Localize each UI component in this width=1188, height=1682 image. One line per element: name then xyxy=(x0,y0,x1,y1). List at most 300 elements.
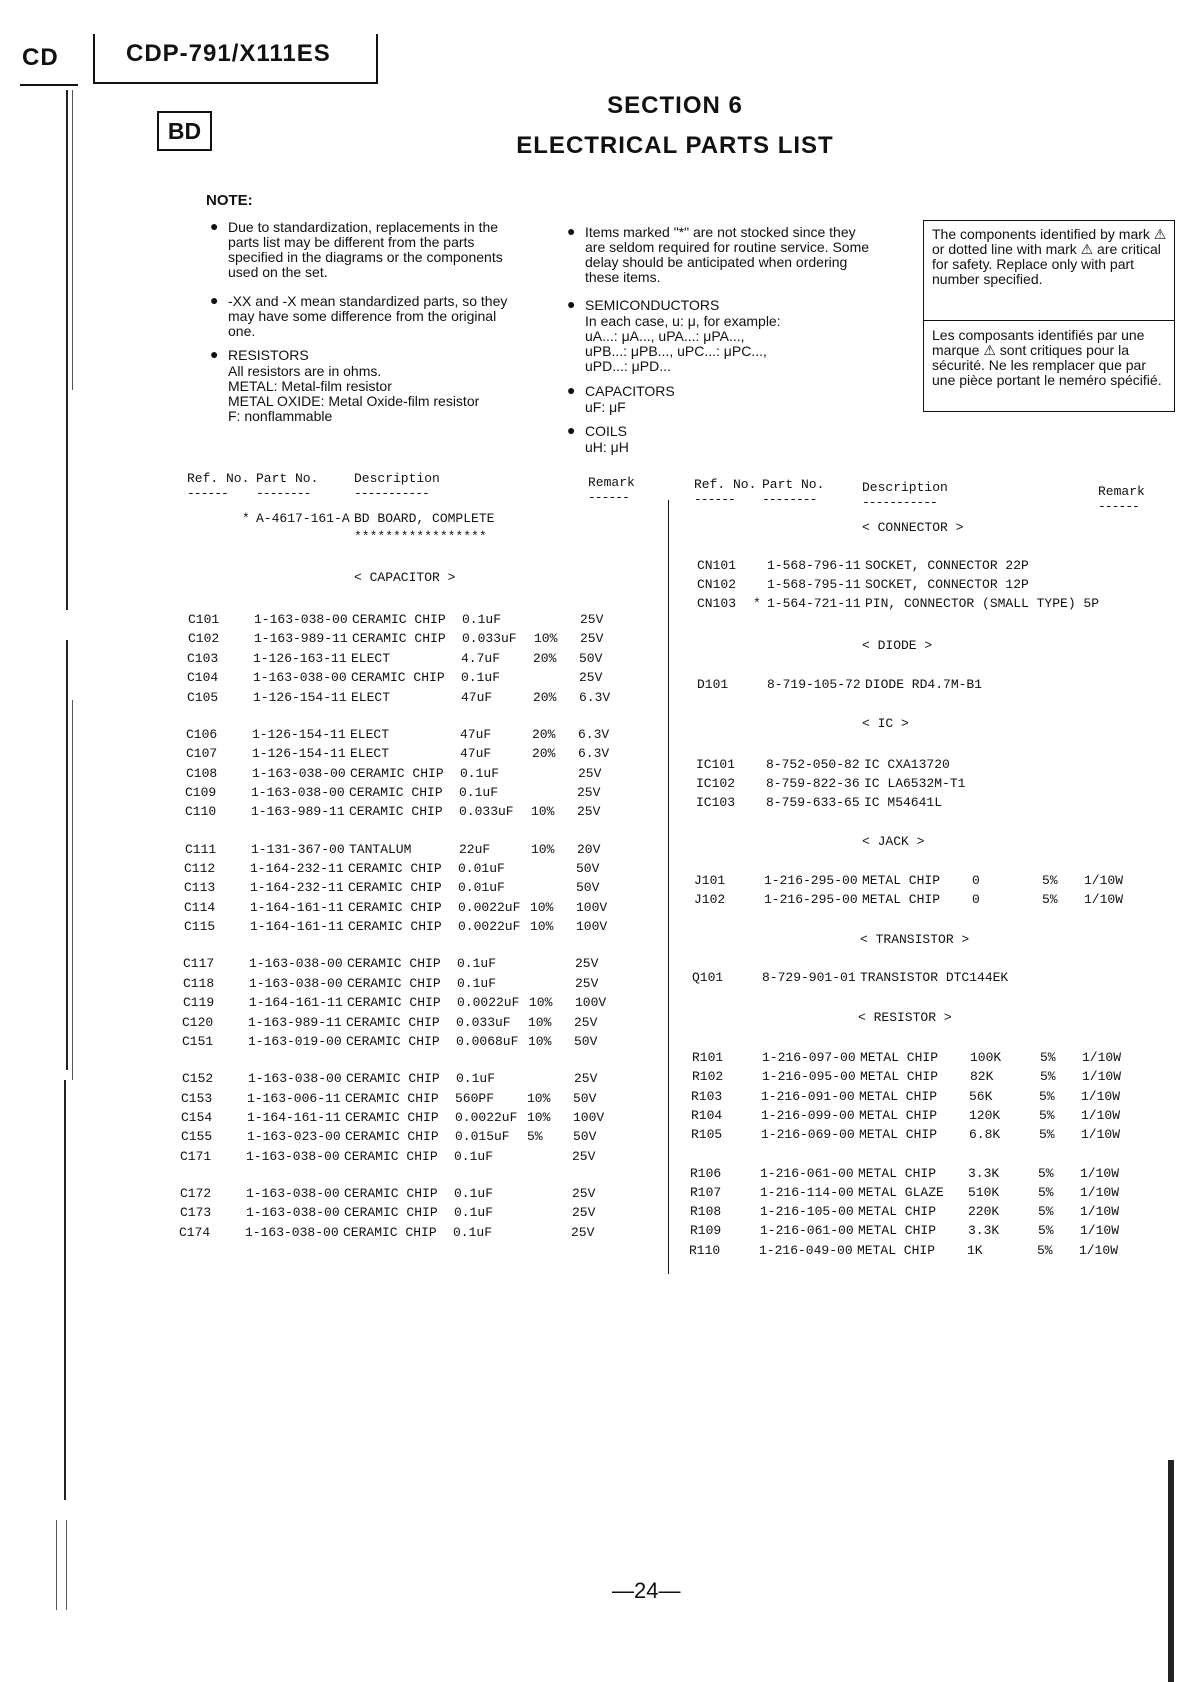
cell-rating: 1/10W xyxy=(1084,873,1124,888)
parts-row xyxy=(184,919,704,937)
cell-val: 3.3K xyxy=(968,1166,1000,1181)
cell-part: 1-216-091-00 xyxy=(761,1089,855,1104)
cell-ref: R101 xyxy=(692,1050,724,1065)
transistor-section-title: < TRANSISTOR > xyxy=(860,932,970,947)
note-semi-line: uPD...: μPD... xyxy=(585,358,671,374)
cell-ref: R107 xyxy=(690,1185,722,1200)
cell-desc: CERAMIC CHIP xyxy=(348,900,442,915)
cell-ref: R109 xyxy=(690,1223,722,1238)
cell-desc: METAL CHIP xyxy=(859,1108,938,1123)
cell-desc: CERAMIC CHIP xyxy=(343,1225,437,1240)
parts-row xyxy=(186,746,706,764)
cell-val: 0.1uF xyxy=(456,1071,496,1086)
cell-mark: * xyxy=(753,596,761,611)
cell-ref: R102 xyxy=(692,1069,724,1084)
cell-desc: CERAMIC CHIP xyxy=(352,612,446,627)
cell-ref: C113 xyxy=(184,880,216,895)
cell-ref: R103 xyxy=(691,1089,723,1104)
cell-val: 0.033uF xyxy=(459,804,514,819)
cell-tol: 20% xyxy=(533,651,557,666)
cell-tol: 20% xyxy=(532,746,556,761)
note-semi-line: In each case, u: μ, for example: xyxy=(585,313,781,329)
not-stocked-mark: * xyxy=(242,511,250,526)
cell-tol: 10% xyxy=(530,900,554,915)
cell-part: 1-126-154-11 xyxy=(252,746,346,761)
cell-val: 0.01uF xyxy=(458,880,505,895)
bullet: ● xyxy=(210,346,219,362)
cell-tol: 20% xyxy=(532,727,556,742)
cell-ref: R108 xyxy=(690,1204,722,1219)
cell-val: 0.0022uF xyxy=(455,1110,518,1125)
note-resistor-line: F: nonflammable xyxy=(228,408,333,424)
cell-part: 1-164-232-11 xyxy=(250,880,344,895)
cell-part: 1-216-295-00 xyxy=(764,873,858,888)
cell-desc: IC M54641L xyxy=(864,795,943,810)
cell-val: 82K xyxy=(970,1069,994,1084)
cell-part: 1-126-154-11 xyxy=(253,690,347,705)
cell-tol: 5% xyxy=(1037,1243,1053,1258)
safety-notice-divider xyxy=(923,320,1175,321)
safety-notice-english: The components identified by mark ⚠ or dotted line with mark ⚠ are critical for safety. Replace only with part number specified. xyxy=(932,226,1167,287)
parts-row xyxy=(180,1149,700,1167)
cell-rating: 25V xyxy=(574,1015,598,1030)
cell-tol: 10% xyxy=(534,631,558,646)
cell-ref: R105 xyxy=(691,1127,723,1142)
cell-desc: DIODE RD4.7M-B1 xyxy=(865,677,983,692)
parts-row xyxy=(187,690,707,708)
parts-row xyxy=(690,1185,1188,1203)
parts-row xyxy=(690,1223,1188,1241)
parts-row xyxy=(179,1225,699,1243)
cell-desc: CERAMIC CHIP xyxy=(352,631,446,646)
cell-desc: METAL CHIP xyxy=(859,1089,938,1104)
cell-ref: IC101 xyxy=(696,757,736,772)
cell-part: 1-216-061-00 xyxy=(760,1223,854,1238)
header-remark: Remark xyxy=(1098,484,1145,499)
header-underline: -------- xyxy=(762,492,817,507)
parts-row xyxy=(690,1166,1188,1184)
board-underline-stars: ***************** xyxy=(354,529,487,544)
cell-rating: 50V xyxy=(576,880,600,895)
bullet: ● xyxy=(210,218,219,234)
note-semiconductors-heading: SEMICONDUCTORS xyxy=(585,297,720,313)
cell-tol: 5% xyxy=(1038,1166,1054,1181)
cell-val: 47uF xyxy=(461,690,493,705)
cell-tol: 10% xyxy=(527,1091,551,1106)
bullet: ● xyxy=(210,292,219,308)
cell-rating: 6.3V xyxy=(578,727,610,742)
cell-desc: ELECT xyxy=(351,651,391,666)
cell-ref: R104 xyxy=(691,1108,723,1123)
note-capacitors-heading: CAPACITORS xyxy=(585,383,675,399)
parts-row xyxy=(696,776,1188,794)
cell-val: 0.1uF xyxy=(457,956,497,971)
cell-val: 0.033uF xyxy=(462,631,517,646)
parts-row xyxy=(184,900,704,918)
header-underline: ------ xyxy=(187,486,228,501)
cell-part: 1-163-038-00 xyxy=(253,670,347,685)
cell-tol: 20% xyxy=(533,690,557,705)
cell-rating: 1/10W xyxy=(1080,1223,1120,1238)
cell-rating: 25V xyxy=(572,1186,596,1201)
cell-part: 8-759-633-65 xyxy=(766,795,860,810)
cell-rating: 25V xyxy=(572,1149,596,1164)
parts-row xyxy=(188,612,708,630)
cell-ref: CN103 xyxy=(697,596,737,611)
cell-val: 0.1uF xyxy=(453,1225,493,1240)
cell-rating: 25V xyxy=(579,670,603,685)
parts-row xyxy=(180,1205,700,1223)
cell-rating: 25V xyxy=(575,956,599,971)
cell-part: 1-126-154-11 xyxy=(252,727,346,742)
cell-rating: 50V xyxy=(576,861,600,876)
cell-desc: METAL CHIP xyxy=(858,1204,937,1219)
cell-rating: 100V xyxy=(576,900,608,915)
cell-val: 0.0022uF xyxy=(458,900,521,915)
cell-desc: TRANSISTOR DTC144EK xyxy=(860,970,1009,985)
cell-ref: C153 xyxy=(181,1091,213,1106)
cell-val: 4.7uF xyxy=(461,651,501,666)
cell-rating: 100V xyxy=(573,1110,605,1125)
cell-tol: 10% xyxy=(528,1034,552,1049)
jack-section-title: < JACK > xyxy=(862,834,925,849)
cell-desc: CERAMIC CHIP xyxy=(345,1110,439,1125)
cell-ref: C115 xyxy=(184,919,216,934)
cell-desc: TANTALUM xyxy=(349,842,412,857)
cell-part: 1-164-232-11 xyxy=(250,861,344,876)
cell-desc: CERAMIC CHIP xyxy=(345,1129,439,1144)
parts-row xyxy=(689,1243,1188,1261)
capacitor-section-title: < CAPACITOR > xyxy=(354,570,456,585)
cell-rating: 1/10W xyxy=(1080,1166,1120,1181)
cell-val: 47uF xyxy=(460,727,492,742)
cell-tol: 5% xyxy=(527,1129,543,1144)
parts-row xyxy=(183,976,703,994)
cell-part: 1-163-038-00 xyxy=(248,1071,342,1086)
board-row xyxy=(242,511,662,529)
cell-desc: CERAMIC CHIP xyxy=(349,785,443,800)
parts-row xyxy=(183,995,703,1013)
cell-val: 0 xyxy=(972,873,980,888)
cell-tol: 5% xyxy=(1039,1108,1055,1123)
cell-part: 1-163-038-00 xyxy=(251,785,345,800)
cell-desc: CERAMIC CHIP xyxy=(346,1015,440,1030)
cell-rating: 50V xyxy=(573,1129,597,1144)
note-standardization: Due to standardization, replacements in the parts list may be different from the parts specified in the diagrams or the components used on the set. xyxy=(228,219,503,280)
cell-part: 1-216-099-00 xyxy=(761,1108,855,1123)
cell-desc: CERAMIC CHIP xyxy=(347,976,441,991)
header-rule xyxy=(20,84,78,86)
cell-rating: 1/10W xyxy=(1079,1243,1119,1258)
parts-row xyxy=(182,1015,702,1033)
header-underline: ----------- xyxy=(862,495,937,510)
cell-rating: 25V xyxy=(580,631,604,646)
cell-val: 0.0022uF xyxy=(458,919,521,934)
cell-part: 1-216-061-00 xyxy=(760,1166,854,1181)
cell-desc: CERAMIC CHIP xyxy=(344,1186,438,1201)
cell-tol: 5% xyxy=(1038,1223,1054,1238)
cell-rating: 25V xyxy=(577,785,601,800)
board-part-no: A-4617-161-A xyxy=(256,511,350,526)
bullet: ● xyxy=(567,223,576,239)
cell-val: 0.1uF xyxy=(462,612,502,627)
cell-tol: 5% xyxy=(1042,873,1058,888)
cell-tol: 5% xyxy=(1039,1127,1055,1142)
cell-part: 1-163-038-00 xyxy=(245,1225,339,1240)
cell-desc: METAL CHIP xyxy=(862,892,941,907)
cell-desc: CERAMIC CHIP xyxy=(349,804,443,819)
cell-rating: 1/10W xyxy=(1080,1185,1120,1200)
cell-desc: METAL CHIP xyxy=(860,1069,939,1084)
note-resistor-line: All resistors are in ohms. xyxy=(228,363,382,379)
note-resistors-heading: RESISTORS xyxy=(228,347,309,363)
cell-val: 1K xyxy=(967,1243,983,1258)
cell-ref: Q101 xyxy=(692,970,724,985)
parts-row xyxy=(696,757,1188,775)
cell-rating: 1/10W xyxy=(1082,1050,1122,1065)
header-underline: ------ xyxy=(1098,499,1139,514)
cell-val: 3.3K xyxy=(968,1223,1000,1238)
parts-row xyxy=(694,873,1188,891)
parts-row xyxy=(181,1129,701,1147)
cell-rating: 1/10W xyxy=(1082,1069,1122,1084)
cell-val: 6.8K xyxy=(969,1127,1001,1142)
cell-desc: CERAMIC CHIP xyxy=(346,1034,440,1049)
resistor-section-title: < RESISTOR > xyxy=(858,1010,952,1025)
header-underline: -------- xyxy=(256,486,311,501)
cell-part: 1-216-105-00 xyxy=(760,1204,854,1219)
cell-ref: C108 xyxy=(186,766,218,781)
header-ref-no: Ref. No. xyxy=(694,477,757,492)
cell-part: 1-163-038-00 xyxy=(252,766,346,781)
cell-ref: C109 xyxy=(185,785,217,800)
parts-row xyxy=(187,651,707,669)
board-underline xyxy=(354,529,654,547)
cell-ref: C117 xyxy=(183,956,215,971)
cell-desc: METAL CHIP xyxy=(858,1166,937,1181)
cell-ref: C171 xyxy=(180,1149,212,1164)
cell-ref: C101 xyxy=(188,612,220,627)
cell-part: 1-163-019-00 xyxy=(248,1034,342,1049)
cell-part: 1-163-023-00 xyxy=(247,1129,341,1144)
note-resistor-line: METAL: Metal-film resistor xyxy=(228,378,392,394)
header-description: Description xyxy=(862,480,948,495)
cell-val: 0.01uF xyxy=(458,861,505,876)
cell-part: 1-163-038-00 xyxy=(246,1205,340,1220)
note-title: NOTE: xyxy=(206,192,253,209)
cell-val: 0.1uF xyxy=(454,1186,494,1201)
cell-ref: C104 xyxy=(187,670,219,685)
cell-ref: C154 xyxy=(181,1110,213,1125)
parts-row xyxy=(690,1204,1188,1222)
header-part-no: Part No. xyxy=(762,477,825,492)
cell-ref: J102 xyxy=(694,892,726,907)
cell-ref: C112 xyxy=(184,861,216,876)
header-underline: ------ xyxy=(694,492,735,507)
cell-val: 0.1uF xyxy=(460,766,500,781)
parts-row xyxy=(697,596,1188,614)
cell-val: 0.0068uF xyxy=(456,1034,519,1049)
cell-desc: METAL CHIP xyxy=(862,873,941,888)
cell-desc: PIN, CONNECTOR (SMALL TYPE) 5P xyxy=(865,596,1100,611)
cell-ref: C173 xyxy=(180,1205,212,1220)
parts-row xyxy=(184,880,704,898)
cell-tol: 5% xyxy=(1040,1050,1056,1065)
header-underline: ------ xyxy=(588,490,629,505)
cell-part: 1-163-038-00 xyxy=(246,1149,340,1164)
cell-val: 560PF xyxy=(455,1091,495,1106)
cell-part: 1-163-038-00 xyxy=(249,976,343,991)
cell-tol: 5% xyxy=(1042,892,1058,907)
parts-row xyxy=(186,766,706,784)
cell-ref: J101 xyxy=(694,873,726,888)
page-number: —24— xyxy=(612,1578,681,1603)
parts-row xyxy=(182,1071,702,1089)
cell-desc: CERAMIC CHIP xyxy=(347,995,441,1010)
cell-part: 8-759-822-36 xyxy=(766,776,860,791)
cell-desc: METAL CHIP xyxy=(858,1223,937,1238)
cell-ref: C152 xyxy=(182,1071,214,1086)
cell-ref: C114 xyxy=(184,900,216,915)
safety-notice-french: Les composants identifiés par une marque ⚠ sont critiques pour la sécurité. Ne les remplacer que par une pièce portant le neméro spécifié. xyxy=(932,327,1162,388)
cell-val: 56K xyxy=(969,1089,993,1104)
cell-ref: C103 xyxy=(187,651,219,666)
cell-rating: 25V xyxy=(577,804,601,819)
cell-ref: C111 xyxy=(185,842,217,857)
cell-desc: CERAMIC CHIP xyxy=(348,861,442,876)
cell-val: 0.1uF xyxy=(459,785,499,800)
cell-rating: 25V xyxy=(575,976,599,991)
cell-part: 1-163-038-00 xyxy=(254,612,348,627)
cell-rating: 1/10W xyxy=(1081,1127,1121,1142)
cell-part: 1-568-795-11 xyxy=(767,577,861,592)
note-resistor-line: METAL OXIDE: Metal Oxide-film resistor xyxy=(228,393,480,409)
cell-val: 47uF xyxy=(460,746,492,761)
parts-row xyxy=(694,892,1188,910)
cell-part: 1-568-796-11 xyxy=(767,558,861,573)
cell-ref: C172 xyxy=(180,1186,212,1201)
model-number: CDP-791/X111ES xyxy=(126,40,331,67)
cell-ref: C105 xyxy=(187,690,219,705)
section-title: SECTION 6 xyxy=(607,92,743,119)
parts-row xyxy=(697,558,1188,576)
cell-tol: 10% xyxy=(528,1015,552,1030)
parts-row xyxy=(697,577,1188,595)
note-items-marked: Items marked "*" are not stocked since they are seldom required for routine service. Some delay should be anticipated when ordering these items. xyxy=(585,224,870,285)
cell-rating: 20V xyxy=(577,842,601,857)
cell-part: 1-126-163-11 xyxy=(253,651,347,666)
cell-part: 1-131-367-00 xyxy=(251,842,345,857)
cell-ref: R106 xyxy=(690,1166,722,1181)
parts-row xyxy=(692,970,1188,988)
cell-val: 0.1uF xyxy=(454,1149,494,1164)
header-underline: ----------- xyxy=(354,486,429,501)
parts-row xyxy=(182,1034,702,1052)
cell-val: 0.1uF xyxy=(457,976,497,991)
cell-desc: CERAMIC CHIP xyxy=(344,1205,438,1220)
parts-row xyxy=(188,631,708,649)
cell-ref: C120 xyxy=(182,1015,214,1030)
cell-desc: IC CXA13720 xyxy=(864,757,950,772)
cell-ref: C102 xyxy=(188,631,220,646)
cell-part: 1-163-038-00 xyxy=(246,1186,340,1201)
cell-ref: C151 xyxy=(182,1034,214,1049)
cell-val: 100K xyxy=(970,1050,1002,1065)
cell-rating: 25V xyxy=(574,1071,598,1086)
cell-rating: 50V xyxy=(574,1034,598,1049)
cell-tol: 5% xyxy=(1039,1089,1055,1104)
cell-part: 1-164-161-11 xyxy=(247,1110,341,1125)
cell-desc: ELECT xyxy=(350,746,390,761)
parts-row xyxy=(691,1089,1188,1107)
parts-row xyxy=(181,1091,701,1109)
cell-part: 1-164-161-11 xyxy=(250,900,344,915)
cell-desc: CERAMIC CHIP xyxy=(346,1071,440,1086)
cell-part: 1-216-295-00 xyxy=(764,892,858,907)
cell-rating: 1/10W xyxy=(1080,1204,1120,1219)
cell-part: 1-164-161-11 xyxy=(250,919,344,934)
cell-tol: 10% xyxy=(527,1110,551,1125)
cell-part: 1-216-095-00 xyxy=(762,1069,856,1084)
cell-val: 0 xyxy=(972,892,980,907)
cell-part: 1-216-114-00 xyxy=(760,1185,854,1200)
cell-part: 1-163-006-11 xyxy=(247,1091,341,1106)
cell-tol: 5% xyxy=(1038,1204,1054,1219)
cell-part: 1-163-989-11 xyxy=(254,631,348,646)
diode-section-title: < DIODE > xyxy=(862,638,933,653)
cell-part: 8-752-050-82 xyxy=(766,757,860,772)
cell-tol: 10% xyxy=(531,804,555,819)
cell-val: 0.0022uF xyxy=(457,995,520,1010)
cell-rating: 100V xyxy=(575,995,607,1010)
cell-rating: 1/10W xyxy=(1081,1089,1121,1104)
cell-desc: CERAMIC CHIP xyxy=(348,919,442,934)
cell-val: 220K xyxy=(968,1204,1000,1219)
cell-ref: C107 xyxy=(186,746,218,761)
cell-tol: 10% xyxy=(529,995,553,1010)
cell-part: 1-163-989-11 xyxy=(251,804,345,819)
cell-desc: ELECT xyxy=(351,690,391,705)
board-description: BD BOARD, COMPLETE xyxy=(354,511,495,526)
cell-part: 1-216-049-00 xyxy=(759,1243,853,1258)
bullet: ● xyxy=(567,422,576,438)
cell-rating: 1/10W xyxy=(1081,1108,1121,1123)
cell-desc: ELECT xyxy=(350,727,390,742)
parts-row xyxy=(181,1110,701,1128)
parts-row xyxy=(184,861,704,879)
cell-desc: CERAMIC CHIP xyxy=(351,670,445,685)
cell-val: 0.1uF xyxy=(454,1205,494,1220)
header-part-no: Part No. xyxy=(256,471,319,486)
cell-ref: C119 xyxy=(183,995,215,1010)
cell-ref: CN102 xyxy=(697,577,737,592)
connector-section-title: < CONNECTOR > xyxy=(862,520,964,535)
cell-ref: IC102 xyxy=(696,776,736,791)
board-badge: BD xyxy=(157,111,212,151)
cell-desc: CERAMIC CHIP xyxy=(347,956,441,971)
cell-part: 1-163-989-11 xyxy=(248,1015,342,1030)
cell-val: 0.1uF xyxy=(461,670,501,685)
cell-tol: 10% xyxy=(531,842,555,857)
parts-row xyxy=(696,795,1188,813)
section-subtitle: ELECTRICAL PARTS LIST xyxy=(516,132,834,159)
parts-row xyxy=(187,670,707,688)
cell-desc: METAL GLAZE xyxy=(858,1185,944,1200)
cell-part: 1-216-069-00 xyxy=(761,1127,855,1142)
cell-desc: SOCKET, CONNECTOR 22P xyxy=(865,558,1029,573)
header-ref-no: Ref. No. xyxy=(187,471,250,486)
cell-desc: CERAMIC CHIP xyxy=(345,1091,439,1106)
